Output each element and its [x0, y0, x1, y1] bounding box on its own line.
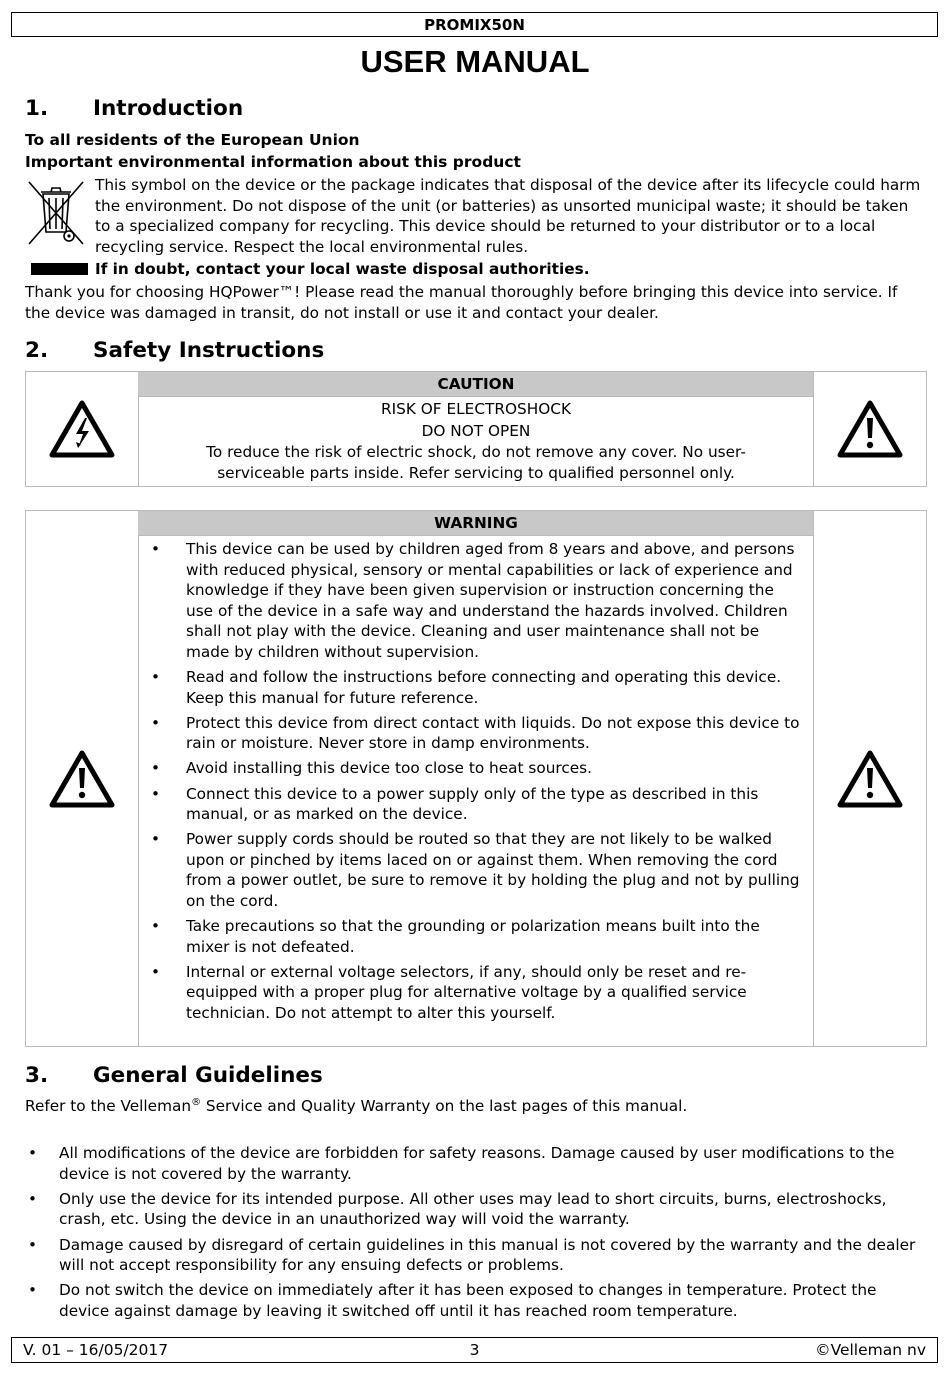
exclamation-warning-icon	[837, 750, 903, 808]
electric-hazard-icon	[49, 400, 115, 458]
exclamation-warning-icon	[49, 750, 115, 808]
caution-content	[138, 372, 814, 486]
eu-heading: To all residents of the European Union	[25, 131, 360, 149]
guidelines-intro-text: Refer to the Velleman	[25, 1097, 192, 1115]
caution-line-2: DO NOT OPEN	[421, 422, 531, 440]
caution-label: CAUTION	[138, 372, 814, 397]
warning-content	[138, 511, 814, 1046]
warning-item: • Internal or external voltage selectors, if any, should only be reset and re-equipped with a proper plug for alternative voltage by a qualified service technician. Do not attempt to alter this yourself.	[138, 962, 804, 1024]
section-number: 1.	[25, 96, 49, 121]
crossed-out-bin-icon	[27, 180, 85, 246]
document-title: USER MANUAL	[360, 44, 590, 79]
doubt-contact-note: If in doubt, contact your local waste disposal authorities.	[95, 260, 590, 278]
guideline-item: • All modifications of the device are forbidden for safety reasons. Damage caused by user modifications to the device is not covered by the warranty.	[25, 1143, 930, 1184]
warning-box	[25, 510, 927, 1047]
warning-list	[138, 536, 814, 1024]
weee-disposal-text: This symbol on the device or the package indicates that disposal of the device after its lifecycle could harm the environment. Do not dispose of the unit (or batteries) as unsorted municipal waste; it should be taken to a specialized company for recycling. This device should be returned to your distributor or to a local recycling service. Respect the local environmental rules.	[95, 176, 921, 256]
weee-black-bar	[31, 263, 88, 275]
section-number: 3.	[25, 1063, 49, 1088]
warning-item: • Avoid installing this device too close to heat sources.	[138, 758, 804, 779]
section-title: Introduction	[93, 96, 244, 121]
warning-item: • This device can be used by children aged from 8 years and above, and persons with reduced physical, sensory or mental capabilities or lack of experience and knowledge if they have been given supervision or instruction concerning the use of the device in a safe way and understand the hazards involved. Children shall not play with the device. Cleaning and user maintenance shall not be made by children without supervision.	[138, 539, 804, 663]
exclamation-warning-icon	[837, 400, 903, 458]
warning-item: • Connect this device to a power supply only of the type as described in this manual, or as marked on the device.	[138, 784, 804, 825]
caution-box	[25, 371, 927, 487]
section-title: General Guidelines	[93, 1063, 323, 1088]
caution-line-3: To reduce the risk of electric shock, do not remove any cover. No user-serviceable parts inside. Refer servicing to qualified personnel only.	[206, 443, 746, 482]
warning-item: • Power supply cords should be routed so that they are not likely to be walked upon or pinched by items laced on or against them. When removing the cord from a power outlet, be sure to remove it by holding the plug and not by pulling on the cord.	[138, 829, 804, 911]
warning-item: • Read and follow the instructions before connecting and operating this device. Keep this manual for future reference.	[138, 667, 804, 708]
section-number: 2.	[25, 338, 49, 363]
footer	[11, 1337, 938, 1363]
warning-item: • Protect this device from direct contact with liquids. Do not expose this device to rain or moisture. Never store in damp environments.	[138, 713, 804, 754]
guidelines-intro	[25, 1096, 925, 1117]
guideline-item: • Damage caused by disregard of certain guidelines in this manual is not covered by the warranty and the dealer will not accept responsibility for any ensuing defects or problems.	[25, 1235, 930, 1276]
caution-left-cell	[26, 372, 139, 486]
copyright: ©Velleman nv	[815, 1341, 926, 1359]
guideline-item: • Do not switch the device on immediately after it has been exposed to changes in temperature. Protect the device against damage by leaving it switched off until it has reached room temperature.	[25, 1280, 930, 1321]
warning-left-cell	[26, 511, 139, 1046]
caution-right-cell	[813, 372, 926, 486]
section-safety-heading	[25, 337, 324, 365]
page-number: 3	[469, 1341, 480, 1359]
registered-mark: ®	[191, 1096, 202, 1108]
guidelines-list	[25, 1143, 930, 1326]
version-date: V. 01 – 16/05/2017	[23, 1341, 169, 1359]
section-guidelines-heading	[25, 1062, 323, 1090]
guideline-item: • Only use the device for its intended purpose. All other uses may lead to short circuits, burns, electroshocks, crash, etc. Using the device in an unauthorized way will void the warranty.	[25, 1189, 930, 1230]
caution-line-1: RISK OF ELECTROSHOCK	[381, 400, 571, 418]
header-model: PROMIX50N	[11, 12, 938, 37]
warning-item: • Take precautions so that the grounding or polarization means built into the mixer is not defeated.	[138, 916, 804, 957]
section-title: Safety Instructions	[93, 338, 325, 363]
warning-label: WARNING	[138, 511, 814, 536]
warning-right-cell	[813, 511, 926, 1046]
env-heading: Important environmental information about this product	[25, 153, 521, 171]
thank-you-paragraph: Thank you for choosing HQPower™! Please read the manual thoroughly before bringing this device into service. If the device was damaged in transit, do not install or use it and contact your dealer.	[25, 283, 898, 322]
section-introduction-heading	[25, 95, 243, 123]
guidelines-intro-text-end: Service and Quality Warranty on the last pages of this manual.	[201, 1097, 688, 1115]
